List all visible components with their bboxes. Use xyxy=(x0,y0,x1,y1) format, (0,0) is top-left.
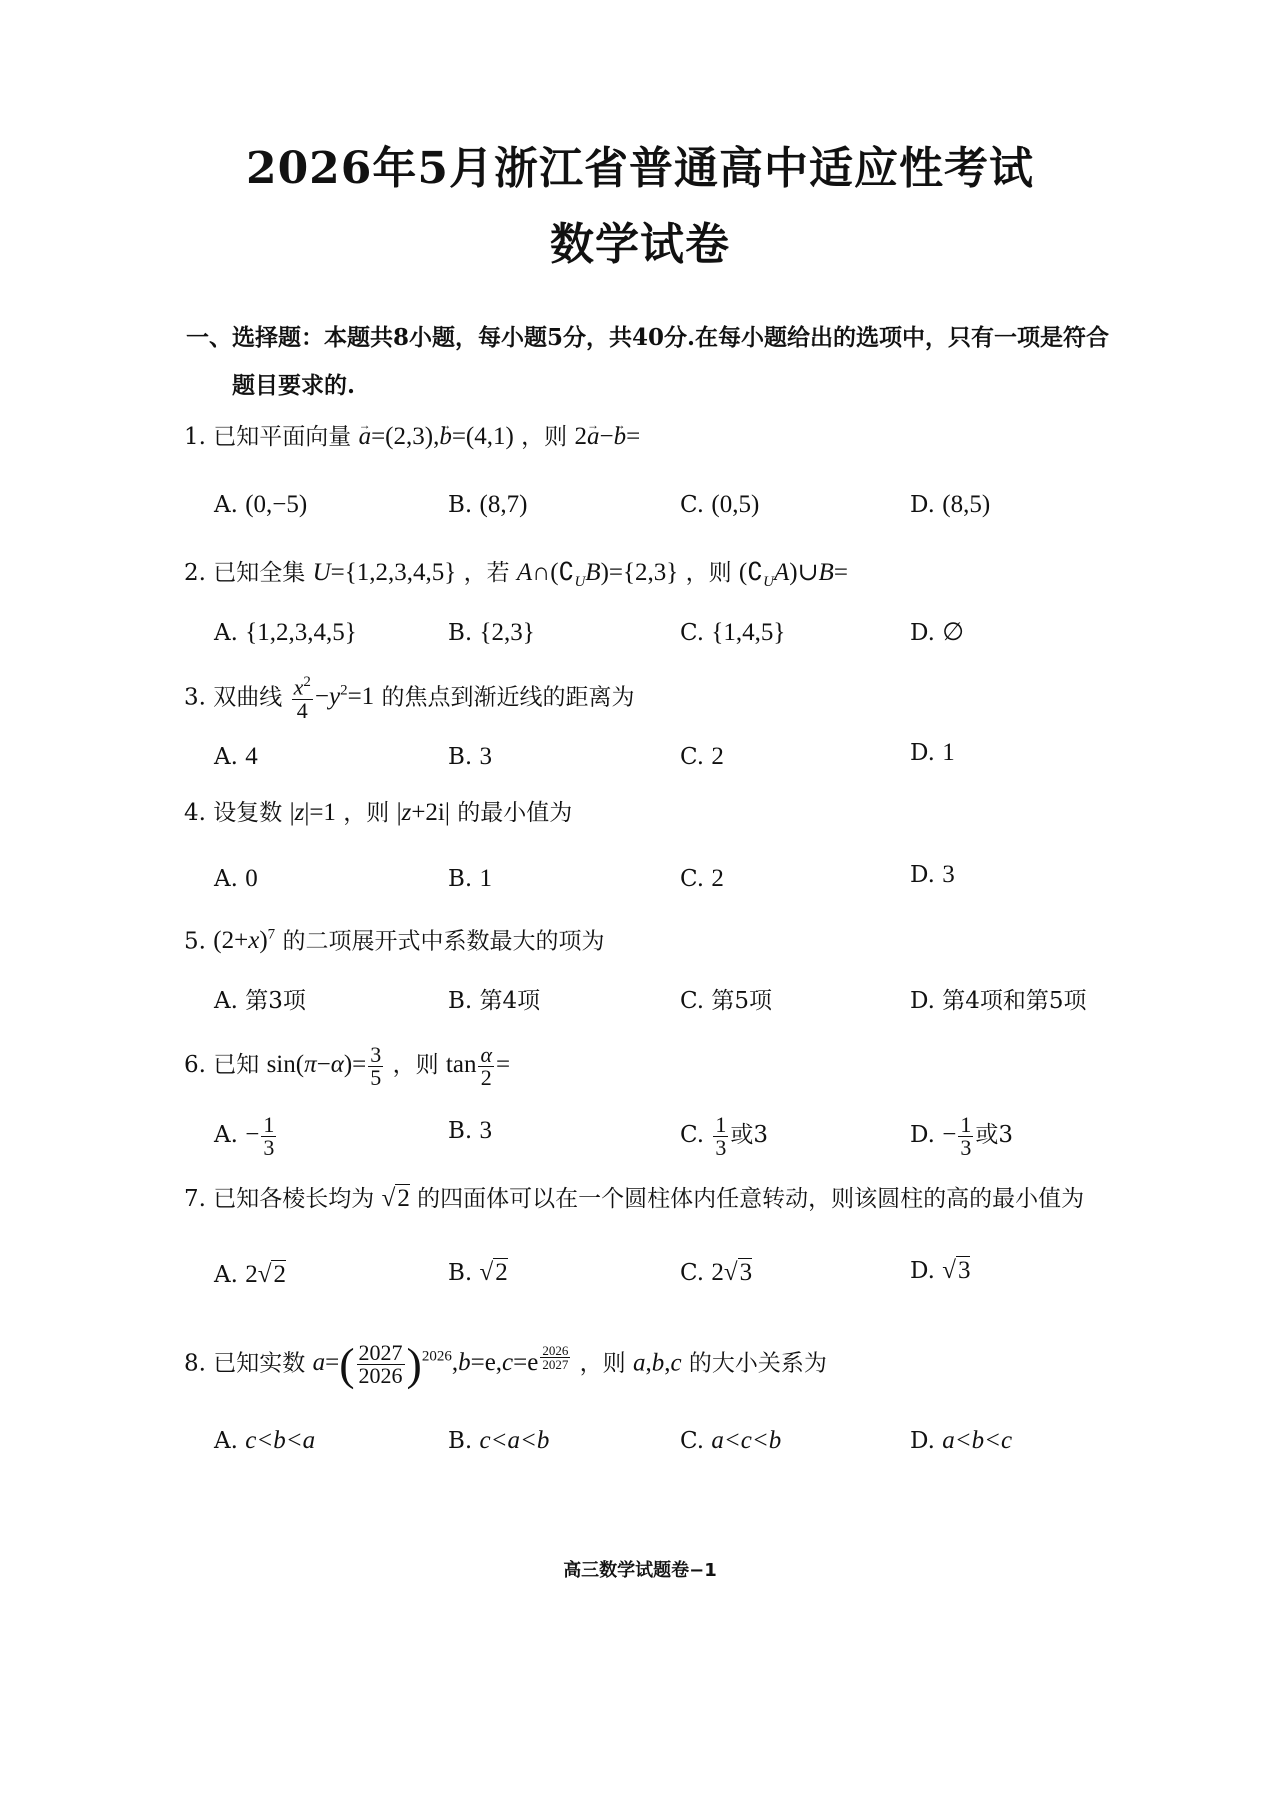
q3-option-b[interactable]: B. 3 xyxy=(448,743,493,770)
q8-option-c[interactable]: C. a<c<b xyxy=(680,1427,782,1454)
q4-option-d[interactable]: D. 3 xyxy=(910,861,955,888)
q1-option-d[interactable]: D. (8,5) xyxy=(910,491,991,518)
q7-option-d[interactable]: D. √3 xyxy=(910,1257,971,1284)
section-instructions xyxy=(186,314,1136,410)
q3-option-d[interactable]: D. 1 xyxy=(910,739,955,766)
q4-option-a[interactable]: A. 0 xyxy=(214,865,258,892)
q5-option-c[interactable]: C. 第5项 xyxy=(680,988,773,1014)
q5-option-b[interactable]: B. 第4项 xyxy=(448,988,541,1014)
q1-option-c[interactable]: C. (0,5) xyxy=(680,491,760,518)
q1-math: → a=(2,3),→ b=(4,1) xyxy=(359,423,514,450)
question-4: 4. 设复数 |z|=1 ，则 |z+2i| 的最小值为 xyxy=(184,799,573,826)
q8-option-a[interactable]: A. c<b<a xyxy=(214,1427,316,1454)
q6-option-b[interactable]: B. 3 xyxy=(448,1117,493,1144)
q8-option-d[interactable]: D. a<b<c xyxy=(910,1427,1013,1454)
q7-option-b[interactable]: B. √2 xyxy=(448,1259,508,1286)
q2-option-c[interactable]: C. {1,4,5} xyxy=(680,619,786,646)
q1-option-b[interactable]: B. (8,7) xyxy=(448,491,528,518)
q1-option-a[interactable]: A. (0,−5) xyxy=(214,491,308,518)
q6-option-c[interactable]: C. $\frac{1}{3}$ 或3 xyxy=(680,1112,769,1160)
question-2: 2. 已知全集 U={1,2,3,4,5} ，若 $A\cap(∁_UB)=\{2,3\}$ ，则 $(∁_UA)\cup B=$ xyxy=(184,559,848,590)
question-7: 7. 已知各棱长均为 √2 的四面体可以在一个圆柱体内任意转动，则该圆柱的高的最小值为 xyxy=(184,1185,1085,1212)
question-1: 1. 已知平面向量 → a=(2,3),→ b=(4,1) ，则 2→ a−→ b= xyxy=(184,420,640,454)
q2-option-d[interactable]: D. ∅ xyxy=(910,619,965,646)
q3-option-a[interactable]: A. 4 xyxy=(214,743,258,770)
q5-option-d[interactable]: D. 第4项和第5项 xyxy=(910,988,1087,1014)
q2-option-a[interactable]: A. {1,2,3,4,5} xyxy=(214,619,357,646)
q3-option-c[interactable]: C. 2 xyxy=(680,743,724,770)
q7-option-a[interactable]: A. 2√2 xyxy=(214,1261,286,1288)
q7-option-c[interactable]: C. 2√3 xyxy=(680,1259,753,1286)
q6-option-d[interactable]: D. − $\frac{1}{3}$ 或3 xyxy=(910,1112,1013,1160)
q5-option-a[interactable]: A. 第3项 xyxy=(214,988,306,1014)
section-line-1: 一、选择题：本题共8小题，每小题5分，共40分.在每小题给出的选项中，只有一项是符合 xyxy=(186,324,1110,351)
page-footer: 高三数学试题卷−1 xyxy=(563,1560,717,1581)
section-line-2: 题目要求的. xyxy=(232,372,356,399)
exam-subtitle: 数学试卷 xyxy=(550,219,730,270)
q4-option-b[interactable]: B. 1 xyxy=(448,865,493,892)
q8-option-b[interactable]: B. c<a<b xyxy=(448,1427,550,1454)
question-6: 6. 已知 sin(π−α)= $\frac{3}{5}$ ，则 tan $\frac{\alpha}{2}$ = xyxy=(184,1042,511,1090)
question-8: 8. 已知实数 a=( $\frac{2027}{2026}$ )$^{2026}$,b=e,c=e $^{\frac{2026}{2027}}$ ，则 a,b,c 的大小关系为 xyxy=(184,1338,827,1390)
q4-option-c[interactable]: C. 2 xyxy=(680,865,724,892)
question-5: 5. $(2+x)^7$ 的二项展开式中系数最大的项为 xyxy=(184,927,605,955)
exam-title: 2026年5月浙江省普通高中适应性考试 xyxy=(245,143,1035,194)
q2-option-b[interactable]: B. {2,3} xyxy=(448,619,535,646)
question-number: 1. xyxy=(184,424,206,450)
question-3: 3. 双曲线 $\frac{x^2}{4}$ $-y^2=1$ 的焦点到渐近线的距离为 xyxy=(184,674,635,723)
q6-option-a[interactable]: A. − $\frac{1}{3}$ xyxy=(214,1112,275,1160)
